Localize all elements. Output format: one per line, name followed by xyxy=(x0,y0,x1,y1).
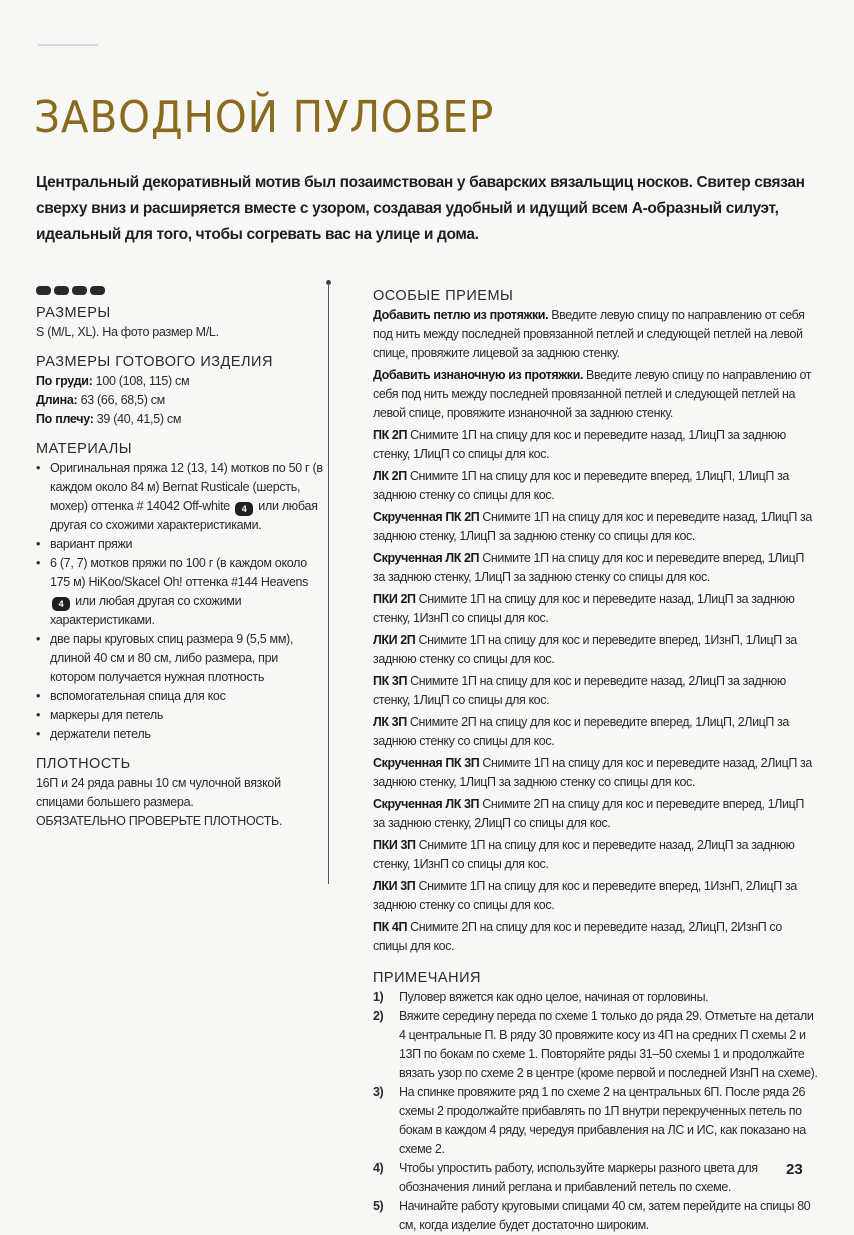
materials-section xyxy=(36,439,326,744)
list-item: 1) Пуловер вяжется как одно целое, начиная от горловины. xyxy=(373,990,709,1004)
length-label: Длина: xyxy=(36,393,78,407)
sizes-text: S (M/L, XL). На фото размер M/L. xyxy=(36,325,219,339)
column-divider xyxy=(328,284,329,884)
page-title: ЗАВОДНОЙ ПУЛОВЕР xyxy=(34,92,495,143)
list-item: • держатели петель xyxy=(36,725,326,744)
list-item: • вспомогательная спица для кос xyxy=(36,687,326,706)
chest-label: По груди: xyxy=(36,374,93,388)
technique-entry: ПК 3П Снимите 1П на спицу для кос и переведите назад, 2ЛицП за заднюю стенку, 1ЛицП со спицы для кос. xyxy=(373,674,786,707)
finished-sizes-section xyxy=(36,352,326,429)
technique-entry: Добавить петлю из протяжки. Введите левую спицу по направлению от себя под нить между последней провязанной петлей и следующей петлей на левой спице, провяжите лицевой за заднюю стенку. xyxy=(373,308,805,360)
length-row xyxy=(36,391,326,410)
technique-entry: Скрученная ЛК 3П Снимите 2П на спицу для кос и переведите вперед, 1ЛицП за заднюю стенку, 2ЛицП со спицы для кос. xyxy=(373,797,804,830)
technique-entry: Скрученная ЛК 2П Снимите 1П на спицу для кос и переведите вперед, 1ЛицП за заднюю стенку, 1ЛицП за заднюю стенку со спицы для кос. xyxy=(373,551,804,584)
intro-paragraph: Центральный декоративный мотив был позаимствован у баварских вязальщиц носков. Свитер связан сверху вниз и расширяется вместе с узором, создавая удобный и идущий всем А-образный силуэт, идеальный для того, чтобы согревать вас на улице и дома. xyxy=(36,174,805,243)
list-item: 4) Чтобы упростить работу, используйте маркеры разного цвета для обозначения линий реглана и прибавлений петель по схеме. xyxy=(373,1161,758,1194)
technique-entry: ЛКИ 2П Снимите 1П на спицу для кос и переведите вперед, 1ИзнП, 1ЛицП за заднюю стенку со спицы для кос. xyxy=(373,633,797,666)
sizes-heading: РАЗМЕРЫ xyxy=(36,305,111,321)
list-item: • маркеры для петель xyxy=(36,706,326,725)
technique-entry: ЛК 2П Снимите 1П на спицу для кос и переведите вперед, 1ЛицП, 1ЛицП за заднюю стенку со спицы для кос. xyxy=(373,469,789,502)
gauge-text: 16П и 24 ряда равны 10 см чулочной вязкой спицами большего размера. xyxy=(36,776,281,809)
gauge-section xyxy=(36,754,326,831)
shoulder-label: По плечу: xyxy=(36,412,94,426)
finished-sizes-heading: РАЗМЕРЫ ГОТОВОГО ИЗДЕЛИЯ xyxy=(36,354,273,370)
right-column xyxy=(373,286,818,1235)
technique-entry: ПК 4П Снимите 2П на спицу для кос и переведите назад, 2ЛицП, 2ИзнП со спицы для кос. xyxy=(373,920,782,953)
technique-entry: Скрученная ПК 3П Снимите 1П на спицу для кос и переведите назад, 2ЛицП за заднюю стенку, 1ЛицП за заднюю стенку со спицы для кос. xyxy=(373,756,812,789)
chest-row xyxy=(36,372,326,391)
section-marker-icon xyxy=(36,286,326,297)
list-item: • Оригинальная пряжа 12 (13, 14) мотков по 50 г (в каждом около 84 м) Bernat Rusticale (шерсть, мохер) оттенка # 14042 Off-white 4 или любая другая со схожими характеристиками. xyxy=(36,459,326,535)
gauge-heading: ПЛОТНОСТЬ xyxy=(36,756,131,772)
materials-list xyxy=(36,459,326,744)
list-item: 5) Начинайте работу круговыми спицами 40 см, затем перейдите на спицы 80 см, когда изделие будет достаточно широким. xyxy=(373,1199,811,1232)
techniques-list xyxy=(373,306,818,956)
technique-entry: ЛК 3П Снимите 2П на спицу для кос и переведите вперед, 1ЛицП, 2ЛицП за заднюю стенку со спицы для кос. xyxy=(373,715,789,748)
technique-entry: ПК 2П Снимите 1П на спицу для кос и переведите назад, 1ЛицП за заднюю стенку, 1ЛицП со спицы для кос. xyxy=(373,428,786,461)
list-item: 2) Вяжите середину переда по схеме 1 только до ряда 29. Отметьте на детали 4 центральные П. В ряду 30 провяжите косу из 4П на средних П схемы 2 и 13П по бокам по схеме 1. Повторяйте ряды 31–50 схемы 1 и продолжайте вязать узор по схеме 2 в центре (кроме первой и последней ИзнП на схеме). xyxy=(373,1009,818,1080)
notes-list xyxy=(373,988,818,1235)
page-number: 23 xyxy=(786,1161,803,1178)
list-item: • две пары круговых спиц размера 9 (5,5 мм), длиной 40 см и 80 см, либо размера, при котором получается нужная плотность xyxy=(36,630,326,687)
list-item: 3) На спинке провяжите ряд 1 по схеме 2 на центральных 6П. После ряда 26 схемы 2 продолжайте прибавлять по 1П внутри перекрученных петель по бокам в каждом 4 ряду, чередуя прибавления на ЛС и ИС, как показано на схеме 2. xyxy=(373,1085,806,1156)
shoulder-value: 39 (40, 41,5) см xyxy=(93,412,182,426)
header-rule xyxy=(38,44,98,46)
list-item: • 6 (7, 7) мотков пряжи по 100 г (в каждом около 175 м) HiKoo/Skacel Oh! оттенка #144 Heavens 4 или любая другая со схожими характеристиками. xyxy=(36,554,326,630)
techniques-heading: ОСОБЫЕ ПРИЕМЫ xyxy=(373,288,514,304)
chest-value: 100 (108, 115) см xyxy=(92,374,190,388)
notes-heading: ПРИМЕЧАНИЯ xyxy=(373,970,481,986)
yarn-weight-icon: 4 xyxy=(52,597,70,611)
technique-entry: ПКИ 3П Снимите 1П на спицу для кос и переведите назад, 2ЛицП за заднюю стенку, 1ИзнП со спицы для кос. xyxy=(373,838,795,871)
shoulder-row xyxy=(36,410,326,429)
technique-entry: ПКИ 2П Снимите 1П на спицу для кос и переведите назад, 1ЛицП за заднюю стенку, 1ИзнП со спицы для кос. xyxy=(373,592,795,625)
technique-entry: ЛКИ 3П Снимите 1П на спицу для кос и переведите вперед, 1ИзнП, 2ЛицП за заднюю стенку со спицы для кос. xyxy=(373,879,797,912)
list-item: • вариант пряжи xyxy=(36,535,326,554)
length-value: 63 (66, 68,5) см xyxy=(77,393,165,407)
technique-entry: Скрученная ПК 2П Снимите 1П на спицу для кос и переведите назад, 1ЛицП за заднюю стенку, 1ЛицП за заднюю стенку со спицы для кос. xyxy=(373,510,812,543)
sizes-section xyxy=(36,303,326,342)
gauge-check: ОБЯЗАТЕЛЬНО ПРОВЕРЬТЕ ПЛОТНОСТЬ. xyxy=(36,814,283,828)
technique-entry: Добавить изнаночную из протяжки. Введите левую спицу по направлению от себя под нить между последней провязанной петлей и следующей петлей на левой спице, провяжите изнаночной за заднюю стенку. xyxy=(373,368,812,420)
materials-heading: МАТЕРИАЛЫ xyxy=(36,441,133,457)
yarn-weight-icon: 4 xyxy=(235,502,253,516)
left-column xyxy=(36,286,326,841)
